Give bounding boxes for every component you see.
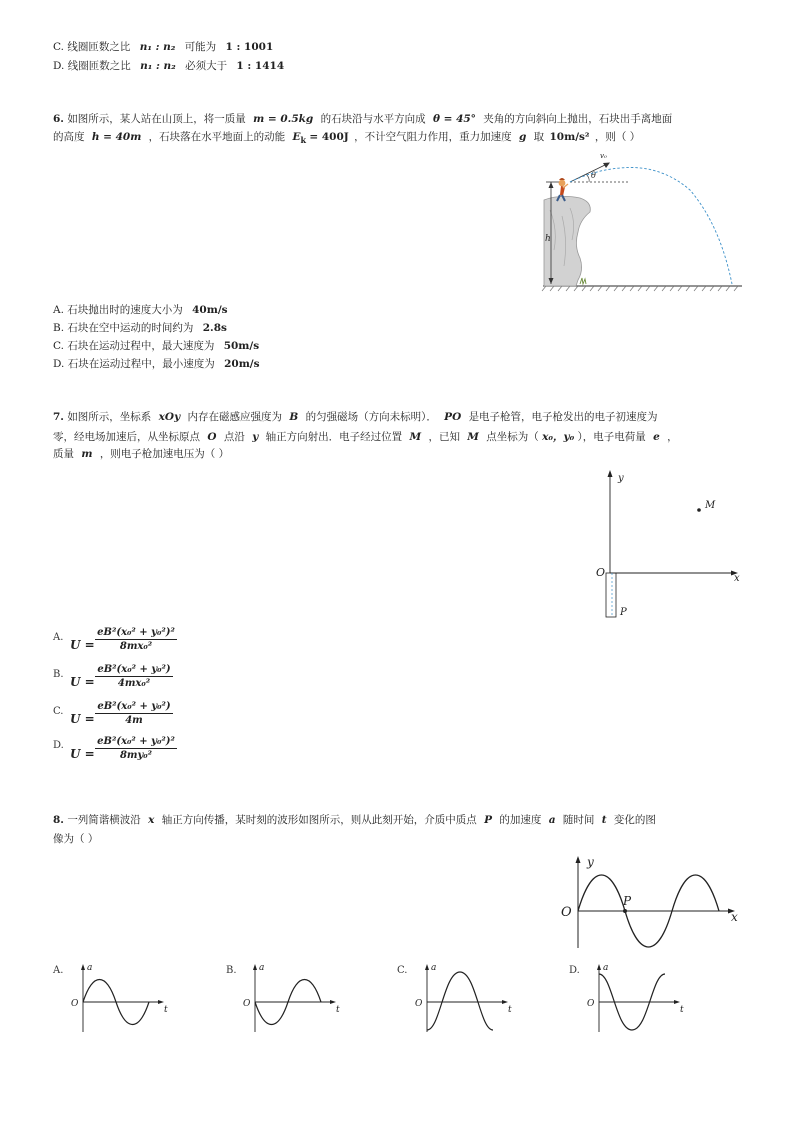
stem-text: ，石块落在水平地面上的动能 [148, 131, 286, 143]
coordinates: x₀，y₀ [542, 431, 575, 443]
q6-cliff-figure [540, 150, 745, 295]
point-p [623, 909, 627, 913]
origin-label: O [71, 999, 79, 1009]
option-label: D. [53, 740, 64, 751]
answer-bracket: ，则电子枪加速电压为（ ） [99, 448, 230, 460]
graph-d [582, 960, 692, 1040]
stem-text: 如图所示，坐标系 [67, 411, 152, 423]
stem-text: ， [667, 431, 678, 443]
angle-value: θ = 45° [432, 113, 476, 125]
origin-symbol: O [207, 431, 217, 443]
origin-label: O [561, 905, 572, 920]
option-value: 2.8s [202, 322, 227, 334]
origin-label: O [415, 999, 423, 1009]
origin-label: O [243, 999, 251, 1009]
electron-gun [606, 573, 616, 617]
option-text: 石块抛出时的速度大小为 [67, 304, 183, 316]
energy-subscript: k [300, 135, 307, 146]
a-axis-label: a [603, 963, 609, 973]
formula-lhs: U = [70, 747, 95, 761]
q7-stem-line1 [53, 410, 658, 425]
height-value: h = 40m [91, 131, 142, 143]
energy-symbol: E [292, 131, 301, 143]
option-verb: 必须大于 [185, 60, 228, 72]
option-label: A. [53, 965, 64, 976]
stem-text: 零，经电场加速后，从坐标原点 [53, 431, 200, 443]
q6-option-b[interactable] [53, 321, 227, 336]
point-m-label: M [705, 500, 716, 511]
point-p-label: P [620, 607, 627, 618]
stem-text: 是电子枪管，电子枪发出的电子初速度为 [468, 411, 658, 423]
x-symbol: x [148, 814, 155, 826]
formula-fraction [95, 736, 177, 761]
formula-fraction [95, 701, 173, 726]
q6-option-c[interactable] [53, 339, 259, 354]
height-label: h [545, 234, 551, 244]
q7-stem-line2 [53, 430, 678, 445]
formula-fraction [95, 664, 173, 689]
q8-stem-line1 [53, 813, 656, 828]
time-symbol: t [601, 814, 607, 826]
option-text: 线圈匝数之比 [67, 41, 131, 53]
stem-text: 轴正方向射出．电子经过位置 [265, 431, 403, 443]
stem-text: 取 [533, 131, 545, 143]
stem-text: 随时间 [562, 814, 595, 826]
option-label: C. [53, 706, 64, 717]
option-label: C. [53, 41, 64, 53]
theta-label: θ [591, 171, 596, 180]
point-symbol: M [409, 431, 422, 443]
x-axis-label: x [731, 910, 738, 924]
fraction-denominator: 4mx₀² [117, 678, 151, 689]
t-axis-label: t [680, 1005, 684, 1015]
t-axis-label: t [336, 1005, 340, 1015]
origin-label: O [596, 566, 606, 579]
option-value: 1 : 1414 [236, 60, 285, 72]
q5-option-c [53, 40, 273, 55]
fraction-denominator: 8my₀² [119, 750, 153, 761]
stem-text: 点沿 [223, 431, 245, 443]
option-label: B. [53, 669, 64, 680]
a-axis-label: a [87, 963, 93, 973]
q8-wave-figure [555, 853, 745, 953]
stem-text: 点坐标为（ [486, 431, 539, 443]
stem-text: 如图所示，某人站在山顶上，将一质量 [67, 113, 246, 125]
q6-stem-line2 [53, 130, 640, 148]
q7-stem-line3 [53, 447, 229, 462]
stem-text: 质量 [53, 448, 74, 460]
stem-text: 的高度 [53, 131, 85, 143]
y-axis-label: y [587, 855, 594, 869]
stem-text: 的匀强磁场（方向未标明）． [305, 411, 437, 423]
q6-option-d[interactable] [53, 357, 260, 372]
y-axis-label: y [618, 473, 624, 484]
q5-option-d [53, 59, 284, 74]
q6-stem-line1 [53, 112, 672, 127]
option-value: 20m/s [224, 358, 260, 370]
option-label: D. [53, 358, 65, 370]
fraction-numerator: eB²(x₀² + y₀²)² [95, 627, 177, 640]
graph-c [410, 960, 520, 1040]
q6-option-a[interactable] [53, 303, 228, 318]
option-value: 50m/s [223, 340, 260, 352]
t-axis-label: t [508, 1005, 512, 1015]
point-symbol: P [484, 814, 493, 826]
point-p-label: P [623, 894, 632, 908]
option-label: A. [53, 304, 64, 316]
option-value: 40m/s [192, 304, 228, 316]
point-symbol: M [467, 431, 479, 443]
fraction-numerator: eB²(x₀² + y₀²) [95, 664, 173, 677]
gravity-symbol: g [518, 131, 527, 143]
point-m [697, 508, 701, 512]
fraction-numerator: eB²(x₀² + y₀²) [95, 701, 173, 714]
coord-system-symbol: xOy [158, 411, 181, 423]
option-label: A. [53, 632, 64, 643]
graph-a [66, 960, 176, 1040]
option-label: B. [53, 322, 65, 334]
cosine-curve [427, 972, 493, 1030]
stem-text: 内存在磁感应强度为 [187, 411, 283, 423]
fraction-denominator: 4m [125, 715, 143, 726]
option-label: D. [53, 60, 65, 72]
option-label: C. [53, 340, 64, 352]
ratio-symbol: n₁ : n₂ [139, 41, 176, 53]
option-text: 石块在运动过程中，最大速度为 [67, 340, 215, 352]
formula-lhs: U = [70, 638, 95, 652]
acceleration-symbol: a [548, 814, 556, 826]
question-number: 8. [53, 814, 64, 826]
trajectory-curve [570, 167, 732, 284]
question-number: 7. [53, 411, 64, 423]
stem-text: 一列简谐横波沿 [67, 814, 141, 826]
gravity-value: 10m/s² [549, 131, 590, 143]
x-axis-label: x [734, 573, 740, 584]
grass-icon [580, 278, 586, 284]
gun-symbol: PO [444, 411, 462, 423]
option-text: 石块在运动过程中，最小速度为 [67, 358, 215, 370]
mass-symbol: m [81, 448, 93, 460]
answer-bracket: ，则（ ） [594, 131, 641, 143]
q8-stem-line2 [53, 832, 98, 847]
question-number: 6. [53, 113, 64, 125]
stem-text: 夹角的方向斜向上抛出，石块出手离地面 [483, 113, 673, 125]
option-verb: 可能为 [184, 41, 217, 53]
stem-text: ，不计空气阻力作用，重力加速度 [354, 131, 512, 143]
a-axis-label: a [431, 963, 437, 973]
stem-text: ），电子电荷量 [577, 431, 646, 443]
formula-lhs: U = [70, 675, 95, 689]
stem-text: 轴正方向传播，某时刻的波形如图所示，则从此刻开始，介质中质点 [161, 814, 477, 826]
option-value: 1 : 1001 [225, 41, 274, 53]
stem-text: 的石块沿与水平方向成 [320, 113, 426, 125]
fraction-denominator: 8mx₀² [119, 641, 153, 652]
formula-fraction [95, 627, 177, 652]
origin-label: O [587, 999, 595, 1009]
t-axis-label: t [164, 1005, 168, 1015]
v0-label: v₀ [600, 152, 607, 160]
option-label: D. [569, 965, 580, 976]
y-axis-symbol: y [252, 431, 259, 443]
a-axis-label: a [259, 963, 265, 973]
option-label: B. [226, 965, 237, 976]
option-text: 石块在空中运动的时间约为 [67, 322, 194, 334]
ratio-symbol: n₁ : n₂ [140, 60, 176, 72]
energy-value: = 400J [309, 131, 349, 143]
field-symbol: B [289, 411, 299, 423]
option-label: C. [397, 965, 408, 976]
mass-value: m = 0.5kg [253, 113, 314, 125]
stem-text: ，已知 [428, 431, 460, 443]
q7-axes-figure [590, 465, 750, 625]
stem-text: 变化的图 [613, 814, 656, 826]
stem-text: 的加速度 [499, 814, 542, 826]
answer-bracket: 像为（ ） [53, 833, 99, 845]
option-text: 线圈匝数之比 [67, 60, 131, 72]
charge-symbol: e [653, 431, 660, 443]
formula-lhs: U = [70, 712, 95, 726]
graph-b [238, 960, 348, 1040]
fraction-numerator: eB²(x₀² + y₀²)² [95, 736, 177, 749]
